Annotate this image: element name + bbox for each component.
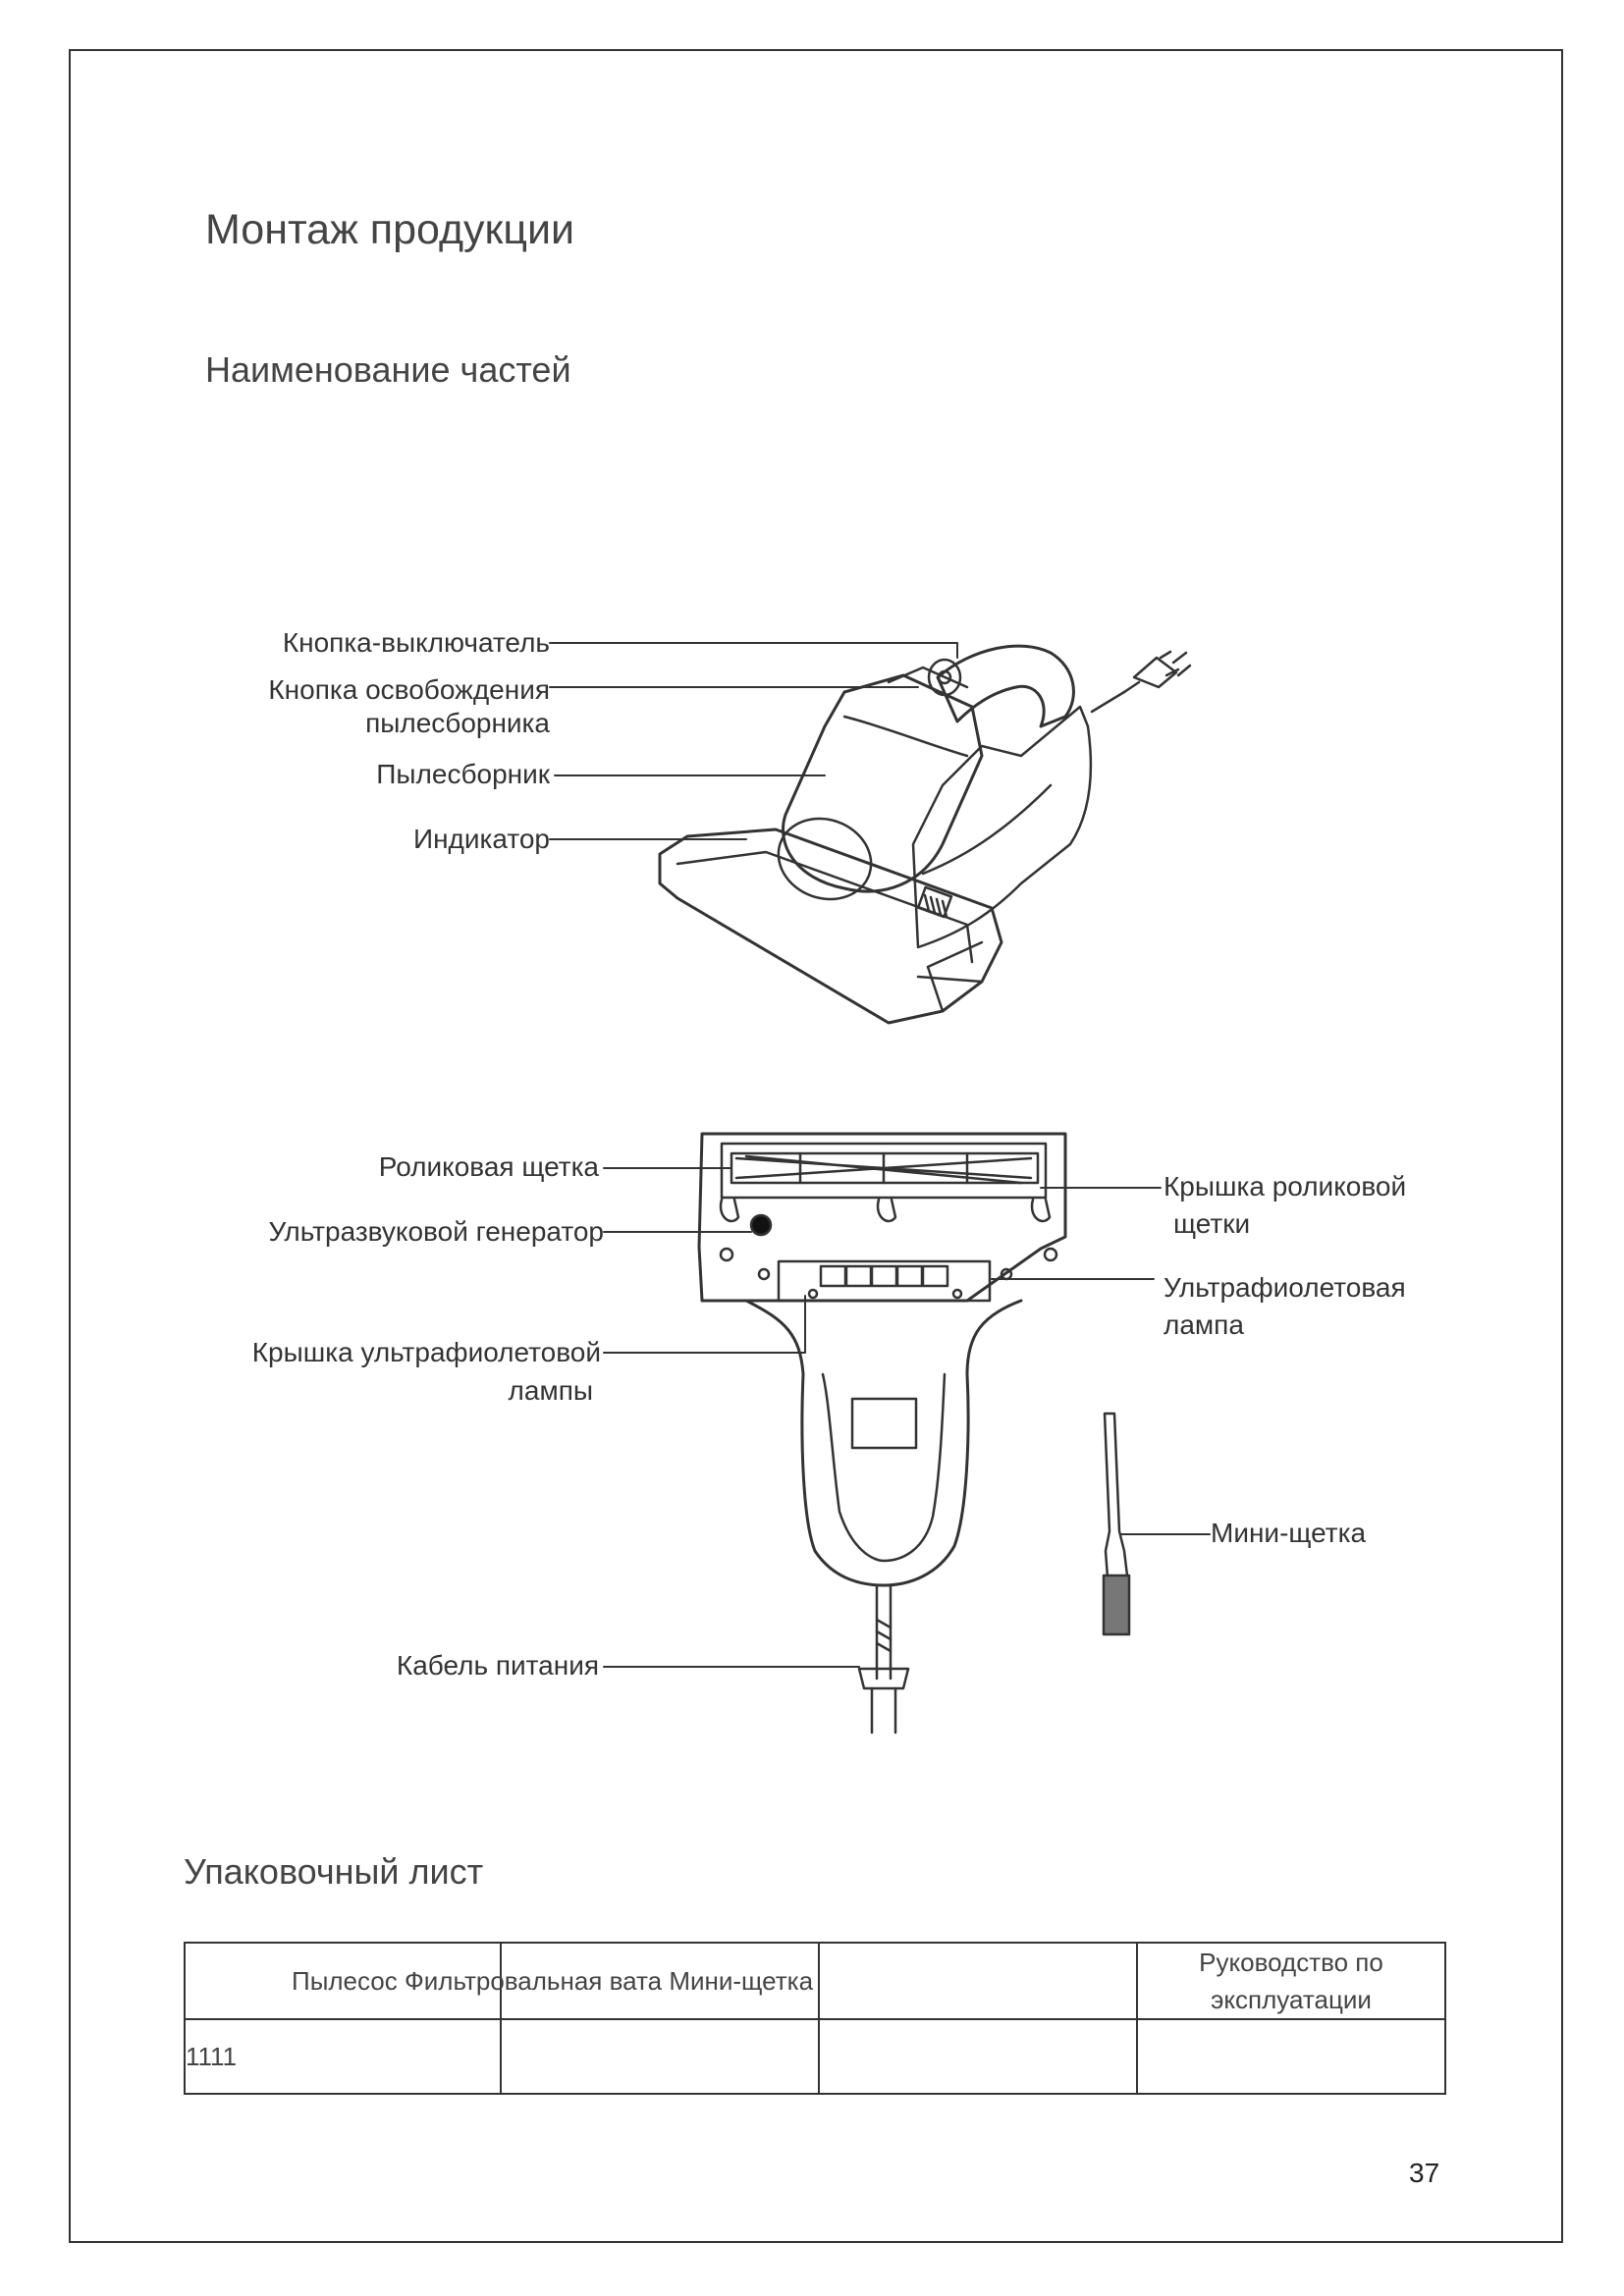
table-row — [185, 2019, 1445, 2094]
label-roller-brush: Роликовая щетка — [378, 1151, 599, 1182]
packing-items-header: Пылесос Фильтровальная вата Мини-щетка — [292, 1966, 814, 1996]
packing-list-title: Упаковочный лист — [184, 1851, 484, 1892]
packing-quantities: 1111 — [185, 2019, 501, 2094]
table-cell — [819, 1943, 1137, 2019]
parts-subtitle: Наименование частей — [205, 349, 571, 390]
page-title: Монтаж продукции — [205, 206, 575, 253]
manual-header-line1: Руководство по — [1199, 1948, 1383, 1977]
manual-header-line2: эксплуатации — [1211, 1985, 1372, 2014]
label-roller-cover-line1: Крышка роликовой — [1164, 1171, 1407, 1201]
vacuum-bottom-view-drawing — [699, 1134, 1129, 1733]
table-cell — [501, 2019, 819, 2094]
label-mini-brush: Мини-щетка — [1211, 1518, 1367, 1548]
packing-table — [184, 1942, 1446, 2095]
label-uv-lamp-line1: Ультрафиолетовая — [1164, 1272, 1406, 1303]
label-release-button-line2: пылесборника — [365, 708, 550, 738]
table-cell — [1137, 2019, 1445, 2094]
label-uv-cover-line1: Крышка ультрафиолетовой — [251, 1337, 601, 1367]
label-uv-cover-line2: лампы — [508, 1375, 593, 1406]
vacuum-perspective-drawing — [660, 646, 1190, 1023]
label-power-button: Кнопка-выключатель — [282, 627, 550, 658]
table-cell — [1137, 1943, 1445, 2019]
leader-lines — [550, 643, 1210, 1667]
label-indicator: Индикатор — [412, 824, 550, 854]
label-dust-container: Пылесборник — [376, 759, 550, 789]
label-ultrasonic-generator: Ультразвуковой генератор — [268, 1216, 604, 1247]
table-cell — [185, 1943, 814, 2019]
table-cell — [819, 2019, 1137, 2094]
label-power-cable: Кабель питания — [396, 1650, 599, 1681]
page-number: 37 — [1409, 2158, 1440, 2188]
label-uv-lamp-line2: лампа — [1164, 1309, 1244, 1340]
label-release-button-line1: Кнопка освобождения — [268, 674, 550, 705]
table-row — [185, 1943, 1445, 2019]
label-roller-cover-line2: щетки — [1173, 1208, 1251, 1239]
